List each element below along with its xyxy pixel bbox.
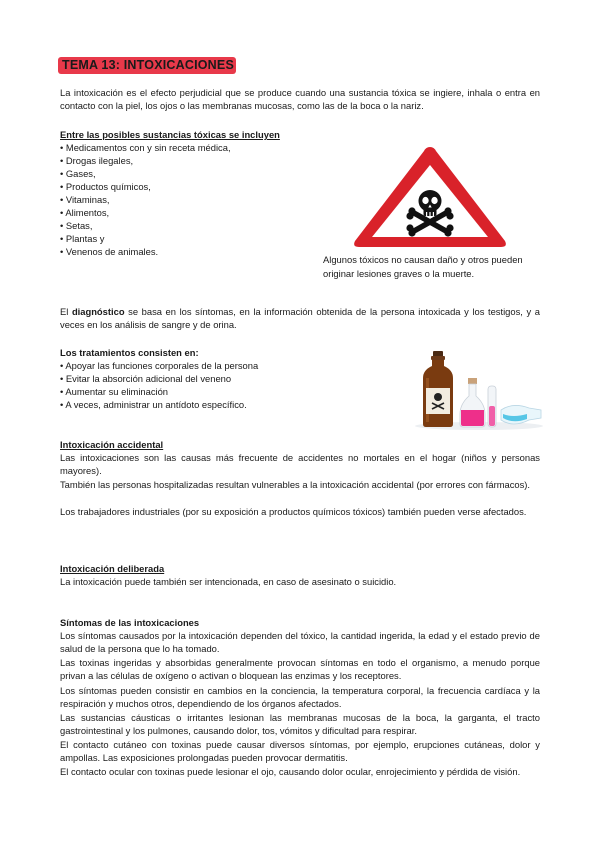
substances-list bbox=[60, 141, 231, 258]
list-item: • Setas, bbox=[60, 220, 93, 231]
treatments-heading: Los tratamientos consisten en: bbox=[60, 347, 199, 358]
substances-heading: Entre las posibles sustancias tóxicas se incluyen bbox=[60, 129, 280, 140]
list-item: • Medicamentos con y sin receta médica, bbox=[60, 142, 231, 153]
treatments-list bbox=[60, 359, 258, 411]
toxic-warning-sign-icon bbox=[350, 143, 510, 251]
diagnosis-paragraph bbox=[60, 305, 540, 331]
symptoms-paragraph: El contacto ocular con toxinas puede lesionar el ojo, causando dolor ocular, enrojecimiento y pérdida de visión. bbox=[60, 766, 521, 777]
accidental-heading: Intoxicación accidental bbox=[60, 439, 164, 450]
symptoms-paragraph: Los síntomas causados por la intoxicación dependen del tóxico, la cantidad ingerida, la edad y el estado previo de salud de la persona que lo ha tomado. bbox=[60, 630, 540, 654]
list-item: • Venenos de animales. bbox=[60, 246, 159, 257]
list-item: • Aumentar su eliminación bbox=[60, 386, 169, 397]
list-item: • Apoyar las funciones corporales de la persona bbox=[60, 360, 259, 371]
poison-bottles-image bbox=[413, 348, 545, 430]
symptoms-paragraph: Las toxinas ingeridas y absorbidas generalmente provocan síntomas en todo el organismo, a menudo porque privan a las células de oxígeno o activan o bloquean las enzimas y los receptores. bbox=[60, 657, 540, 681]
symptoms-paragraph: Los síntomas pueden consistir en cambios en la conciencia, la temperatura corporal, la frecuencia cardíaca y la respiración y muchos otros, dependiendo de los órganos afectados. bbox=[60, 685, 540, 709]
symptoms-paragraph: Las sustancias cáusticas o irritantes lesionan las membranas mucosas de la boca, la garganta, el tracto gastrointestinal y los pulmones, causando dolor, tos, vómitos y dificultad para respirar. bbox=[60, 712, 540, 736]
list-item: • Vitaminas, bbox=[60, 194, 110, 205]
diagnosis-term: diagnóstico bbox=[71, 306, 125, 317]
list-item: • Productos químicos, bbox=[60, 181, 151, 192]
intro-paragraph: La intoxicación es el efecto perjudicial que se produce cuando una sustancia tóxica se ingiere, inhala o entra en contacto con la piel, los ojos o las membranas mucosas, como las de la boca o la nariz. bbox=[60, 87, 540, 111]
page-title: TEMA 13: INTOXICACIONES bbox=[62, 58, 234, 72]
symptoms-paragraph: El contacto cutáneo con toxinas puede causar diversos síntomas, por ejemplo, erupciones cutáneas, dolor y ampollas. Las exposiciones prolongadas pueden provocar dermatitis. bbox=[60, 739, 540, 763]
accidental-paragraph: Los trabajadores industriales (por su exposición a productos químicos tóxicos) también pueden verse afectados. bbox=[60, 506, 527, 517]
list-item: • Alimentos, bbox=[60, 207, 110, 218]
accidental-paragraph: También las personas hospitalizadas resultan vulnerables a la intoxicación accidental (por errores con fármacos). bbox=[60, 479, 531, 490]
warning-caption: Algunos tóxicos no causan daño y otros pueden originar lesiones graves o la muerte. bbox=[323, 254, 523, 279]
deliberate-paragraph: La intoxicación puede también ser intencionada, en caso de asesinato o suicidio. bbox=[60, 576, 397, 587]
list-item: • Plantas y bbox=[60, 233, 105, 244]
list-item: • A veces, administrar un antídoto específico. bbox=[60, 399, 247, 410]
accidental-paragraph: Las intoxicaciones son las causas más frecuente de accidentes no mortales en el hogar (niños y personas mayores). bbox=[60, 452, 540, 476]
diagnosis-prefix: El bbox=[60, 306, 72, 317]
list-item: • Gases, bbox=[60, 168, 96, 179]
list-item: • Drogas ilegales, bbox=[60, 155, 134, 166]
list-item: • Evitar la absorción adicional del veneno bbox=[60, 373, 232, 384]
diagnosis-text: se basa en los síntomas, en la información obtenida de la persona intoxicada y los testigos, y a veces en los análisis de sangre y de orina. bbox=[60, 306, 540, 330]
deliberate-heading: Intoxicación deliberada bbox=[60, 563, 165, 574]
symptoms-heading: Síntomas de las intoxicaciones bbox=[60, 617, 200, 628]
